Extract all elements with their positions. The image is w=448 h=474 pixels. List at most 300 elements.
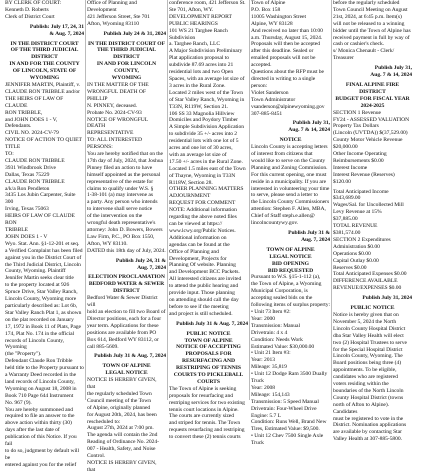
notice-text-line: positions are available from PO <box>87 329 157 336</box>
notice-text-line: requests resurfacing and restriping <box>169 427 245 434</box>
notice-text-line: The courts are currently sized <box>169 413 234 420</box>
notice-heading: FINAL ALPINE FIRE DISTRICT <box>345 81 400 95</box>
notice-text-line: Administration $0.00 <box>333 243 380 250</box>
notice-text-line: County, Wyoming. Plaintiff <box>5 268 66 275</box>
notice-text-line: Development, Projects for <box>169 255 227 262</box>
notice-text-line: • Unit 12 Chev 7500 Single Axle <box>251 433 324 440</box>
publish-dates: Publish July 31, <box>374 65 412 72</box>
notice-text-line: himself appointed as the personal <box>87 171 161 178</box>
notice-text-line: Municipal Corporation, is <box>251 288 308 295</box>
notice-text-line: of Star Valley Ranch, Wyoming in <box>169 96 245 103</box>
notice-text-line: bidder until the Town of Alpine has <box>333 27 411 34</box>
notice-text-line: PUBLIC HEARINGS <box>169 20 218 27</box>
notice-text-line: voters residing within the <box>333 381 389 388</box>
notice-heading: COURTS <box>197 378 220 385</box>
notice-text-line: Planning Of website. Planning <box>169 262 236 269</box>
notice-heading: DISTRICT <box>113 288 140 295</box>
notice-text-line: TO: <box>5 151 14 158</box>
notice-text-line: NOTE: Additional information <box>169 207 237 214</box>
notice-text-line: Chief of Staff steph.e.allen@ <box>251 213 315 220</box>
column-5 <box>333 0 412 443</box>
notice-text-line: Wages/Sal. for Uncollected Mill <box>333 202 404 209</box>
notice-text-line: Ste 701, Afton, WY. <box>169 6 214 13</box>
notice-text-line: CLAUDE RON TRIBBLE <box>5 157 65 164</box>
notice-text-line: call 885-5609. <box>87 343 119 350</box>
notice-text-line: to attend the public hearing and <box>169 283 239 290</box>
notice-text-line: P.O. Box 158 <box>251 6 281 13</box>
publish-dates: & Aug. 7, 2024 <box>49 30 84 37</box>
notice-text-line: conference room, 421 Jefferson St. <box>169 0 246 6</box>
notice-text-line: lincolncountywy.gov. <box>251 220 299 227</box>
notice-text-line: required to file an answer to the <box>5 413 75 420</box>
notice-heading: WYOMING <box>111 75 142 82</box>
notice-text-line: And received no later than 10:00 <box>251 27 323 34</box>
notice-heading: OF LINCOLN, STATE OF <box>12 68 77 75</box>
notice-text-line: NOTICE OF WRONGFUL DEATH <box>87 116 148 130</box>
publish-dates: Publish July 31 & Aug. 7, 2024 <box>176 320 248 327</box>
notice-text-line: Wyo. Stat. Ann. §1-12-201 et seq. <box>5 240 80 247</box>
notice-text-line: Located 1.5 miles east of the Town <box>169 165 246 172</box>
notice-text-line: Domiciles and Poydory Timber <box>169 117 238 124</box>
notice-text-line: Spaces, with an average lot size of <box>169 75 245 82</box>
notice-text-line: You are hereby notified that on the <box>87 151 163 158</box>
notice-text-line: A Major Subdivision Preliminary <box>169 48 243 55</box>
notice-text-line: Control. <box>87 453 106 460</box>
notice-text-line: NOTICE IS HEREBY GIVEN, that <box>87 460 157 473</box>
notice-text-line: • Unit 21 Item #3: <box>251 350 291 357</box>
notice-text-line: a Verified Complaint has been filed <box>5 247 83 254</box>
notice-text-line: received payment in full by way of <box>333 34 410 41</box>
notice-text-line: appointments. To be eligible, <box>333 367 397 374</box>
notice-text-line: Proposals will then be accepted <box>251 41 320 48</box>
notice-text-line: held title to the Property pursuant to <box>5 365 84 372</box>
notice-heading: PUBLIC NOTICE <box>350 305 395 312</box>
notice-text-line: rescheduled to: <box>87 418 121 425</box>
notice-heading: BID OPENING <box>272 260 309 267</box>
notice-text-line: Lincoln County Hospital District <box>333 325 406 332</box>
notice-text-line: Town of Alpine <box>251 0 286 6</box>
notice-text-line: proposals for resurfacing and <box>169 392 233 399</box>
notice-text-line: and JOHN DOES 1 - V, Defendants. <box>5 116 58 130</box>
notice-heading: IN THE DISTRICT COURT <box>10 40 79 47</box>
notice-text-line: Reimbursements $0.00 <box>333 157 384 164</box>
notice-text-line: the Lincoln County Commissioners <box>251 199 330 206</box>
notice-text-line: Tires, Estimated Value: $9,500. <box>251 426 320 433</box>
notice-text-line: DATED this 18th day of July, 2024. <box>87 247 166 254</box>
notice-text-line: (the "Property"). <box>5 351 42 358</box>
notice-text-line: to serve, please send a letter to <box>251 192 318 199</box>
notice-text-line: JOHN DOES 1 - V <box>5 233 48 240</box>
notice-text-line: County Hospital District (towns <box>333 394 404 401</box>
notice-text-line: accepting sealed bids on the <box>251 295 313 302</box>
notice-text-line: of Alpine, originally planned <box>87 404 151 411</box>
publish-dates: Publish July 31 & <box>288 230 330 236</box>
notice-text-line: tennis court locations in Alpine. <box>169 406 239 413</box>
publish-dates: Publish: July 17, 24, 31 <box>29 23 84 30</box>
notice-text-line: Valley Health at 307-885-5800. <box>333 436 403 443</box>
notice-text-line: Office of Planning and <box>169 248 219 255</box>
notice-text-line: the Third Judicial District, Lincoln <box>5 261 81 268</box>
notice-text-line: agendas can be found at the <box>169 241 230 248</box>
notice-text-line: Engine: 5.7 L <box>251 412 281 419</box>
notice-text-line: 106 SS 33 Magnolia Hillview <box>169 110 235 117</box>
notice-text-line: JENNIFER MARTIN, Plaintiff, v. <box>5 81 81 88</box>
notice-text-line: Year: 2008 <box>251 384 275 391</box>
notice-text-line: $20,000.00 <box>333 144 358 151</box>
notice-text-line: cash or cashier's check. <box>333 41 385 48</box>
notice-text-line: vsanderson@alpinewyoming.gov <box>251 103 325 110</box>
notice-heading: NOTICE OF ACCEPTING <box>176 344 241 351</box>
notice-text-line: to the property located at 926 <box>5 282 70 289</box>
notice-text-line: are available by contacting Star <box>333 429 402 436</box>
notice-heading: TOWN OF ALPINE <box>184 337 233 344</box>
notice-text-line: REQUEST FOR COMMENT <box>169 200 236 207</box>
notice-text-line: Director positions, each for a four <box>87 315 162 322</box>
notice-text-line: (Lincoln (UVTDA)) $(37,529.00) <box>333 130 408 137</box>
notice-text-line: interested in volunteering your time <box>251 185 330 192</box>
column-4 <box>251 0 330 447</box>
notice-text-line: Interest Income <box>333 164 368 171</box>
notice-text-line: the Town of Alpine, a Wyoming <box>251 281 322 288</box>
notice-text-line: Jennifer Martin seeks clear title <box>5 275 74 282</box>
notice-text-line: $343,689.00 <box>333 195 361 202</box>
notice-text-line: SECTION 2 Expenditures <box>333 236 391 243</box>
notice-text-line: with an average lot size of <box>169 151 227 158</box>
notice-text-line: $120.00 <box>333 178 351 185</box>
notice-text-line: a Warranty Deed recorded in the <box>5 372 77 379</box>
notice-text-line: Truck <box>251 378 264 385</box>
notice-heading: DISTRICT <box>31 54 58 61</box>
notice-text-line: 17th day of July, 2024, that Joshua <box>87 157 163 164</box>
notice-text-line: to do so, judgment by default will be <box>5 448 79 461</box>
notice-text-line: on attending should call the day <box>169 296 239 303</box>
notice-text-line: 21st, 2024, at 6:45 p.m. Item(s) <box>333 13 402 20</box>
column-1 <box>5 0 84 468</box>
notice-text-line: Box 614, Bedford WY 83112, or <box>87 336 159 343</box>
notice-heading: PUBLIC NOTICE <box>186 330 231 337</box>
notice-text-line: Lincoln County, Wyoming. The <box>333 353 403 360</box>
column-divider <box>249 0 250 400</box>
notice-text-line: Development <box>87 6 117 13</box>
notice-text-line: to convert these (2) tennis courts <box>169 434 241 441</box>
notice-text-line: Afton, Wyoming 83110 <box>87 20 139 27</box>
notice-heading: IN THE DISTRICT COURT OF <box>88 40 165 47</box>
notice-text-line: CLAUDE RON TRIBBLE and/or <box>5 88 80 95</box>
notice-text-line: 174, Plat No. 174 in the official <box>5 330 75 337</box>
notice-text-line: representative of the estate for <box>87 178 154 185</box>
notice-text-line: Total Anticipated Income <box>333 188 389 195</box>
notice-text-line: a party. Any person who intends <box>87 199 158 206</box>
notice-text-line: Defendant Claude Ron Tribble <box>5 358 73 365</box>
notice-text-line: BY CLERK OF COURT: <box>5 0 62 6</box>
notice-text-line: Property Tax Dollars <box>333 123 379 130</box>
notice-text-line: The Town of Alpine is seeking <box>169 385 237 392</box>
notice-text-line: a.m. Thursday, August 15, 2024. <box>251 34 323 41</box>
notice-text-line: County Motor Vehicle Revenue <box>333 137 403 144</box>
notice-text-line: Afton, WY 83110. <box>87 240 128 247</box>
notice-text-line: Capital Outlay $0.00 <box>333 257 379 264</box>
notice-text-line: Council meeting of the Town <box>87 397 152 404</box>
notice-text-line: the regularly scheduled Town <box>87 390 152 397</box>
notice-text-line: residential lots with one lot of 5 <box>169 138 239 145</box>
notice-text-line: Year: 2000 <box>251 315 275 322</box>
notice-heading: ELECTION PROCLAMATION <box>88 274 165 281</box>
publish-dates: Publish July 24, 31 & <box>115 257 166 264</box>
notice-text-line: boundaries of the North Lincoln <box>333 387 404 394</box>
notice-text-line: HEIRS OF LAW OF CLAUDE RON <box>5 213 75 227</box>
notice-text-line: WRONGFUL DEATH OF PHILLIP <box>87 88 146 102</box>
notice-text-line: would like to serve on the County <box>251 157 326 164</box>
notice-text-line: must be registered to vote in the <box>333 415 404 422</box>
notice-text-line: 17.50 +/- acres in the Rural Zone. <box>169 158 243 165</box>
notice-text-line: Plat application proposal to <box>169 55 229 62</box>
notice-text-line: Subdivision <box>169 34 196 41</box>
notice-text-line: NOTICE IS HEREBY GIVEN, that <box>87 377 157 391</box>
notice-text-line: Town Council Meeting on August <box>333 6 408 13</box>
notice-text-line: RON TRIBBLE, <box>5 109 43 116</box>
publish-dates: Aug. 7, 2024 <box>137 264 166 271</box>
notice-text-line: Board positions being three (4) <box>333 360 402 367</box>
notice-text-line: before to see if the meeting <box>169 303 229 310</box>
notice-text-line: following items of surplus property: <box>251 302 330 309</box>
notice-text-line: and project is still scheduled. <box>169 310 233 317</box>
notice-text-line: 3435 Los Jubin Carpenter, Suite 300 <box>5 192 76 206</box>
notice-text-line: and Development BCC Packets. <box>169 269 240 276</box>
notice-text-line: Irving, Texas 75063 <box>5 206 49 213</box>
notice-text-line: dba Star Valley Health will elect <box>333 332 404 339</box>
notice-text-line: Star Valley Ranch Plat 1, as shown <box>5 309 82 316</box>
notice-text-line: publication of this Notice. If you fail <box>5 434 77 448</box>
notice-text-line: Drivetrain: Four-Wheel Drive <box>251 405 317 412</box>
notice-text-line: candidates who are registered <box>333 374 398 381</box>
notice-text-line: You are hereby summoned and <box>5 406 73 413</box>
notice-text-line: Truck <box>251 440 264 447</box>
notice-text-line: 101 WS 21 Targhee Ranch <box>169 27 228 34</box>
publish-dates: Aug. 7 & 14, 2024 <box>370 72 412 79</box>
notice-text-line: s/ Monica Chenault - Clerk/ <box>333 48 395 55</box>
notice-text-line: against you in the District Court of <box>5 254 82 261</box>
notice-text-line: The agenda will contain the 2nd <box>87 432 158 439</box>
notice-text-line: days after the last date of <box>5 427 60 434</box>
notice-text-line: emailed proposals will not be <box>251 55 316 62</box>
notice-text-line: Interest Revenue (Reserves) <box>333 171 395 178</box>
publish-dates: Publish July 31, <box>292 120 330 127</box>
notice-text-line: No. 967 (9). <box>5 399 32 406</box>
notice-text-line: person: <box>251 82 268 89</box>
notice-heading: COURTS TO PICKLEBALL <box>173 372 244 379</box>
notice-text-line: $381,574.00 <box>333 230 361 236</box>
notice-text-line: Lincoln County, Wyoming more <box>5 296 77 303</box>
notice-text-line: Notice is hereby given that on <box>333 311 399 318</box>
notice-heading: BEDFORD WATER & SEWER <box>88 281 165 288</box>
notice-heading: LEGAL NOTICE <box>269 253 312 260</box>
notice-text-line: can be viewed at https:// <box>169 221 223 227</box>
notice-text-line: a. Targhee Ranch, LLC <box>169 41 221 48</box>
notice-text-line: restriping services for two existing <box>169 399 245 406</box>
column-2 <box>87 0 166 473</box>
notice-text-line: attorney: John D. Bowers, Bowers <box>87 227 163 233</box>
notice-heading: PROPOSALS FOR <box>185 351 232 358</box>
notice-text-line: Total Anticipated Expenses $0.00 <box>333 271 407 278</box>
notice-text-line: Located 2 miles west of the Town <box>169 89 244 96</box>
notice-heading: RESTRIPING OF TENNIS <box>176 365 241 372</box>
notice-text-line: www.lcwy.org/Public Notices. <box>169 227 236 234</box>
notice-text-line: DIFFERENCE AVAILABLE <box>333 278 398 285</box>
publish-dates: Aug. 7 & 14, 2024 <box>288 127 330 134</box>
notice-text-line: Year: 2013 <box>251 357 275 364</box>
column-divider <box>167 0 168 400</box>
notice-text-line: Planning and Zoning Commission. <box>251 164 328 171</box>
notice-text-line: Bedford Water & Sewer District will <box>87 295 158 309</box>
notice-text-line: to intervene shall serve notice <box>87 206 153 213</box>
notice-text-line: Violet Sanderson <box>251 89 289 96</box>
notice-heading: IN AND FOR THE COUNTY <box>9 61 80 68</box>
notice-text-line: 11005 Washington Street <box>251 13 306 20</box>
notice-text-line: Mileage: 154,143 <box>251 391 290 398</box>
notice-text-line: NOTICE OF ACTION TO QUIET <box>5 137 82 144</box>
notice-text-line: for August 20th, 2024, has been <box>87 411 157 418</box>
notice-text-line: • Unit 73 Item #2: <box>251 308 291 315</box>
notice-text-line: 007 - Health, Safety, and Noise <box>87 446 156 453</box>
notice-text-line: claims to qualify under W.S. § <box>87 185 154 192</box>
notice-text-line: REVENUE/EXPENSES $0.00 <box>333 285 402 292</box>
notice-text-line: two (2) Hospital Trustees to serve <box>333 339 407 346</box>
notice-text-line: above action within thirty (30) <box>5 420 72 427</box>
notice-text-line: All interested citizens are invited <box>169 276 242 283</box>
notice-text-line: R118W, Section 28. <box>169 179 213 186</box>
notice-text-line: CIVIL NO. 2024-CV-79 <box>5 130 59 137</box>
notice-text-line: particularly described as: Lot 6b, <box>5 302 78 309</box>
notice-text-line: Wyoming on August 18, 2008 in <box>5 385 77 392</box>
notice-text-line: August 27th, 2024 at 7:00 pm. <box>87 425 154 432</box>
notice-text-line: Questions about the RFP must be <box>251 69 324 76</box>
notice-text-line: District. Nomination applications <box>333 422 407 429</box>
notice-text-line: before the regularly scheduled <box>333 0 400 6</box>
notice-text-line: Clerk of District Court <box>5 13 55 20</box>
notice-text-line: acres and one lot of 30 acres, <box>169 145 233 152</box>
notice-text-line: TITLE <box>5 144 21 151</box>
notice-text-line: entered against you for the relief <box>5 461 77 468</box>
notice-text-line: REPRESENTATIVE <box>87 130 134 137</box>
column-divider <box>331 0 332 400</box>
notice-text-line: • Unit 12 Dodge Ram 3500 Dually <box>251 371 328 378</box>
notice-text-line: Condition: Runs Well, Brand New <box>251 419 327 426</box>
notice-text-line: Office of Planning and <box>87 0 137 6</box>
notice-text-line: Transmission: 5 Speed Manual <box>251 398 319 405</box>
notice-text-line: subdivide 87.69 acres into 21 <box>169 62 234 69</box>
notice-text-line: Dallas, Texas 75229 <box>5 171 50 178</box>
notice-text-line: THE HEIRS OF LAW OF CLAUDE <box>5 95 64 109</box>
notice-text-line: Condition: Needs Work <box>251 336 303 343</box>
notice-text-line: to subdivide 35 +/- acres into 2 <box>169 131 238 138</box>
notice-text-line: residential lots and two Open <box>169 69 234 76</box>
notice-heading: BID REQUESTED <box>267 267 314 274</box>
notice-heading: 2024-2025 <box>360 102 385 109</box>
notice-heading: OF THE THIRD JUDICIAL <box>10 47 79 54</box>
notice-text-line: ADJOURNMENT <box>169 193 211 200</box>
notice-text-line: land records of Lincoln County, <box>5 378 75 385</box>
notice-text-line: on the plat recorded on January <box>5 316 74 323</box>
notice-text-line: directed in writing to a single <box>251 75 316 82</box>
notice-text-line: N. PINNEY, deceased. <box>87 102 138 109</box>
notice-text-line: records of Lincoln County, Wyoming <box>5 337 64 351</box>
notice-text-line: Other Income Operating <box>333 151 387 158</box>
notice-heading: THE THIRD JUDICIAL DISTRICT <box>97 47 156 61</box>
notice-text-line: Probate No. 2024-CV-93 <box>87 109 142 116</box>
notice-heading: LEGAL NOTICE <box>105 370 148 377</box>
notice-text-line: Town Administrator <box>251 96 296 103</box>
notice-text-line: Pinney filed an action to have <box>87 164 153 171</box>
notice-text-line: Additional information on <box>169 234 227 241</box>
notice-text-line: Book 710 Page 644 Instrument <box>5 392 74 399</box>
notice-heading: TOWN OF ALPINE <box>102 363 151 370</box>
notice-heading: TOWN OF ALPINE <box>266 246 315 253</box>
notice-text-line: Levy Revenue at 15% <box>333 209 382 216</box>
notice-text-line: IN THE MATTER OF THE <box>87 81 149 88</box>
notice-text-line: provide input. Those planning <box>169 290 235 297</box>
notice-text-line: year term. Applications for these <box>87 322 159 329</box>
notice-text-line: FY24 - ASSESSED VALUATION <box>333 116 410 123</box>
notice-text-line: Treasurer <box>333 55 354 62</box>
notice-text-line: OTHER PLANNING MATTERS <box>169 186 244 193</box>
notice-text-line: reside in a municipality. If you are <box>251 178 327 185</box>
notice-text-line: November 5, 2024 the North <box>333 318 397 325</box>
notice-text-line: 3 acres in the Rural Zone. <box>169 82 226 89</box>
notice-text-line: Mileage: 35,819 <box>251 364 287 371</box>
publish-dates: Aug. 7, 2024 <box>301 236 330 243</box>
publish-dates: Publish July 24 & 31, 2024 <box>103 30 166 37</box>
publish-dates: Publish July 31, 2024 <box>362 295 412 302</box>
notice-text-line: 307-885-8451 <box>251 110 283 117</box>
notice-text-line: Operations $0.00 <box>333 250 371 257</box>
notice-text-line: Alpine, WY 83128 <box>251 20 293 27</box>
notice-text-line: for the Special Hospital District <box>333 346 403 353</box>
notice-text-line: SECTION 1 Revenue <box>333 109 381 116</box>
notice-heading: NOTICE <box>279 137 302 144</box>
column-3 <box>169 0 248 441</box>
notice-text-line: of interest from citizens that <box>251 151 313 158</box>
notice-text-line: Reading of Ordinance No. 2024- <box>87 439 159 446</box>
notice-text-line: regarding the above noted files <box>169 214 237 221</box>
notice-text-line: Kenneth D. Roberts <box>5 6 49 13</box>
notice-text-line: and striped for tennis. The Town <box>169 420 241 427</box>
notice-text-line: DEVELOPMENT REPORT <box>169 13 232 20</box>
notice-text-line: Drivetrain: 4 x 4 <box>251 329 288 336</box>
notice-text-line: 1-38-101 (a) may intervene as <box>87 192 153 199</box>
notice-text-line: hold an election to fill two Board of <box>87 308 166 315</box>
notice-text-line: For this current opening, one must <box>251 171 327 178</box>
notice-text-line: A Simple Subdivision Application <box>169 124 245 131</box>
notice-text-line: Pursuant to W.S. §15-1-112 (a), <box>251 274 321 281</box>
notice-heading: BUDGET FOR FISCAL YEAR <box>335 95 410 102</box>
notice-text-line: 421 Jefferson Street, Ste 701 <box>87 13 150 20</box>
notice-heading: RESURFACING AND <box>181 358 236 365</box>
notice-text-line: TRIBBLE <box>5 227 28 233</box>
notice-text-line: of Thayne, Wyoming in T33N <box>169 172 236 179</box>
notice-text-line: T33N, R119W, Section 21. <box>169 103 229 110</box>
notice-text-line: $37,885.00 <box>333 216 358 223</box>
notice-text-line: Lincoln County is accepting letters <box>251 144 328 151</box>
notice-text-line: Transmission: Manual <box>251 322 300 329</box>
notice-text-line: Estimated Value: $30,000.00 <box>251 343 315 350</box>
notice-text-line: Spruce Drive, Star Valley Ranch, <box>5 289 78 296</box>
notice-text-line: TO: ALL INTERESTED PERSONS: <box>87 137 143 151</box>
notice-text-line: a/k/a Ron Pendleton <box>5 185 50 192</box>
notice-heading: WYOMING <box>29 75 60 82</box>
notice-text-line: Reserves $0.00 <box>333 264 367 271</box>
notice-text-line: accepted. <box>251 62 272 69</box>
notice-text-line: TOTAL REVENUE <box>333 223 378 230</box>
